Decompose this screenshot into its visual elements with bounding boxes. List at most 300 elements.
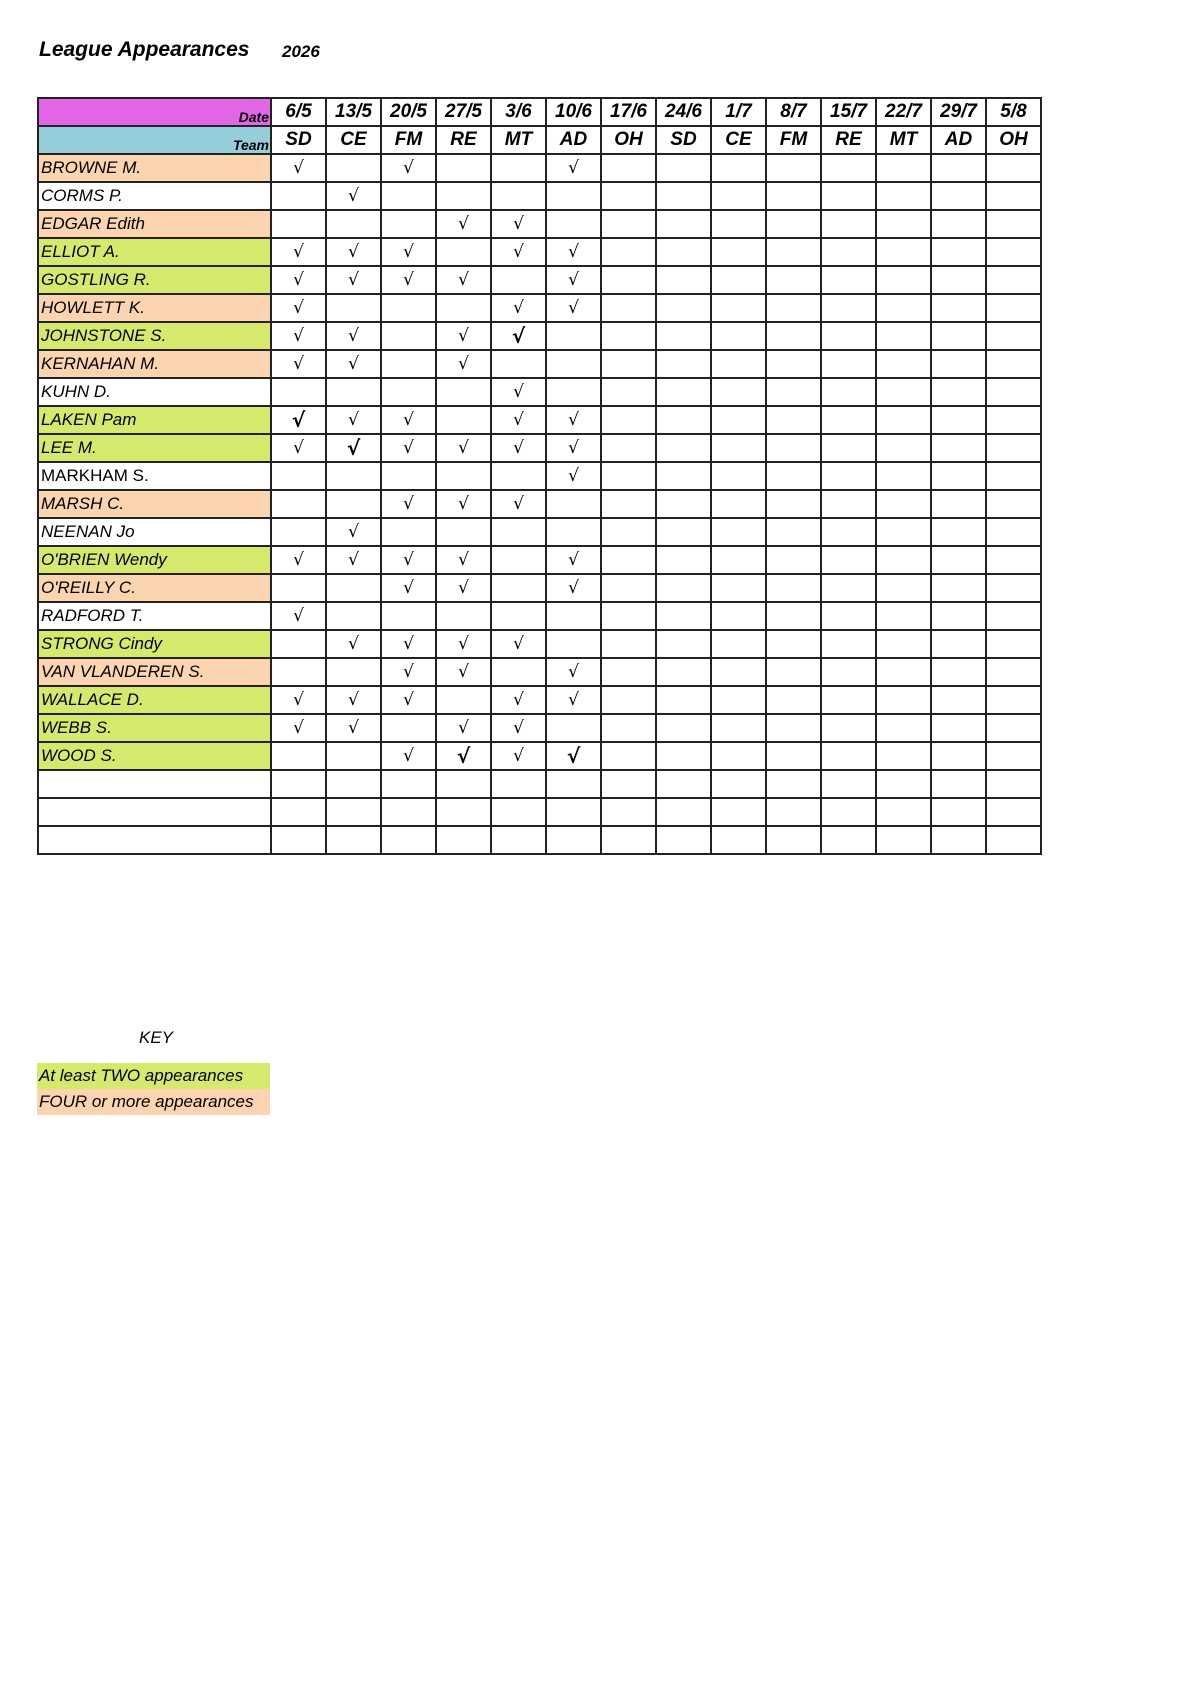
tick-icon: √ (513, 382, 524, 402)
tick-icon: √ (348, 690, 359, 710)
tick-icon: √ (348, 410, 359, 430)
appearance-cell (601, 546, 656, 574)
date-header-cell: 13/5 (326, 98, 381, 126)
appearance-cell (656, 826, 711, 854)
team-header-cell: AD (546, 126, 601, 154)
appearance-cell (491, 574, 546, 602)
appearance-cell (601, 406, 656, 434)
appearance-cell (986, 350, 1041, 378)
appearance-cell (931, 714, 986, 742)
appearance-cell (711, 294, 766, 322)
player-row (38, 154, 1041, 182)
appearance-cell (381, 518, 436, 546)
appearance-cell (271, 462, 326, 490)
player-name-cell: GOSTLING R. (38, 266, 271, 294)
appearance-cell (491, 182, 546, 210)
tick-icon: √ (513, 410, 524, 430)
appearance-cell (491, 322, 546, 350)
date-header-cell: 1/7 (711, 98, 766, 126)
appearance-cell (436, 434, 491, 462)
appearance-cell (821, 658, 876, 686)
date-header-cell: 10/6 (546, 98, 601, 126)
appearance-cell (491, 294, 546, 322)
player-row (38, 686, 1041, 714)
page-title: League Appearances (39, 38, 250, 61)
player-name-cell: NEENAN Jo (38, 518, 271, 546)
tick-icon: √ (513, 746, 524, 766)
appearance-cell (326, 154, 381, 182)
appearance-cell (821, 798, 876, 826)
appearance-cell (931, 154, 986, 182)
tick-icon: √ (403, 494, 414, 514)
tick-icon: √ (513, 214, 524, 234)
appearance-cell (656, 798, 711, 826)
key-item-green: At least TWO appearances (37, 1063, 270, 1089)
appearance-cell (986, 742, 1041, 770)
appearance-cell (546, 266, 601, 294)
appearance-cell (436, 378, 491, 406)
appearance-cell (381, 210, 436, 238)
date-header-cell: 20/5 (381, 98, 436, 126)
appearance-cell (821, 686, 876, 714)
appearance-cell (381, 742, 436, 770)
appearance-cell (326, 238, 381, 266)
tick-icon: √ (458, 550, 469, 570)
appearance-cell (601, 210, 656, 238)
appearance-cell (491, 210, 546, 238)
appearance-cell (711, 378, 766, 406)
appearance-cell (436, 770, 491, 798)
appearance-cell (436, 210, 491, 238)
appearance-cell (491, 154, 546, 182)
appearance-cell (381, 462, 436, 490)
appearance-cell (876, 574, 931, 602)
appearance-cell (271, 770, 326, 798)
appearance-cell (876, 406, 931, 434)
appearance-cell (271, 154, 326, 182)
appearance-cell (821, 350, 876, 378)
appearance-cell (436, 546, 491, 574)
appearance-cell (931, 518, 986, 546)
appearance-cell (711, 266, 766, 294)
appearance-cell (821, 462, 876, 490)
appearance-cell (711, 322, 766, 350)
appearance-cell (876, 266, 931, 294)
appearance-cell (876, 518, 931, 546)
tick-icon: √ (458, 578, 469, 598)
appearance-cell (601, 686, 656, 714)
player-name-cell: LAKEN Pam (38, 406, 271, 434)
team-header-cell: SD (656, 126, 711, 154)
appearance-cell (766, 742, 821, 770)
appearance-cell (326, 742, 381, 770)
tick-icon: √ (293, 326, 304, 346)
appearance-cell (601, 322, 656, 350)
team-header-label: Team (38, 126, 271, 154)
appearance-cell (711, 574, 766, 602)
appearance-cell (766, 630, 821, 658)
appearance-cell (436, 294, 491, 322)
appearance-cell (326, 518, 381, 546)
appearance-cell (931, 182, 986, 210)
appearance-cell (986, 798, 1041, 826)
appearance-cell (601, 602, 656, 630)
tick-icon: √ (513, 242, 524, 262)
team-header-cell: FM (766, 126, 821, 154)
appearance-cell (766, 658, 821, 686)
appearance-cell (656, 574, 711, 602)
appearance-cell (601, 658, 656, 686)
appearance-cell (876, 350, 931, 378)
appearance-cell (711, 742, 766, 770)
appearance-cell (436, 574, 491, 602)
appearance-cell (326, 434, 381, 462)
tick-icon: √ (458, 494, 469, 514)
appearance-cell (546, 518, 601, 546)
appearance-cell (271, 574, 326, 602)
appearance-cell (436, 462, 491, 490)
tick-icon: √ (348, 550, 359, 570)
appearance-cell (711, 434, 766, 462)
appearance-cell (271, 210, 326, 238)
appearance-cell (381, 322, 436, 350)
appearance-cell (986, 322, 1041, 350)
appearance-cell (986, 378, 1041, 406)
appearance-cell (601, 490, 656, 518)
appearance-cell (876, 378, 931, 406)
appearance-cell (821, 714, 876, 742)
tick-icon: √ (293, 606, 304, 626)
appearance-cell (986, 770, 1041, 798)
appearance-cell (271, 238, 326, 266)
appearance-cell (326, 798, 381, 826)
team-header-cell: AD (931, 126, 986, 154)
appearance-cell (656, 238, 711, 266)
date-header-cell: 22/7 (876, 98, 931, 126)
appearance-cell (986, 826, 1041, 854)
date-header-cell: 6/5 (271, 98, 326, 126)
appearance-cell (821, 266, 876, 294)
appearance-cell (381, 266, 436, 294)
appearance-cell (656, 434, 711, 462)
appearances-table-body (38, 98, 1041, 854)
appearance-cell (491, 826, 546, 854)
tick-icon: √ (293, 158, 304, 178)
appearance-cell (601, 378, 656, 406)
player-row (38, 574, 1041, 602)
appearance-cell (601, 714, 656, 742)
appearance-cell (986, 602, 1041, 630)
tick-icon: √ (456, 743, 471, 768)
appearance-cell (766, 462, 821, 490)
date-header-cell: 8/7 (766, 98, 821, 126)
appearance-cell (271, 182, 326, 210)
tick-icon: √ (403, 158, 414, 178)
appearance-cell (491, 770, 546, 798)
player-row (38, 266, 1041, 294)
date-header-cell: 5/8 (986, 98, 1041, 126)
appearance-cell (271, 266, 326, 294)
appearance-cell (711, 658, 766, 686)
player-name-cell: MARSH C. (38, 490, 271, 518)
appearance-cell (491, 658, 546, 686)
appearance-cell (656, 490, 711, 518)
appearance-cell (271, 434, 326, 462)
appearance-cell (656, 266, 711, 294)
appearance-cell (986, 490, 1041, 518)
appearance-cell (436, 658, 491, 686)
tick-icon: √ (513, 494, 524, 514)
player-name-cell: ELLIOT A. (38, 238, 271, 266)
appearance-cell (821, 490, 876, 518)
appearance-cell (491, 434, 546, 462)
tick-icon: √ (293, 270, 304, 290)
appearance-cell (491, 350, 546, 378)
player-row (38, 462, 1041, 490)
appearance-cell (711, 406, 766, 434)
appearance-cell (326, 294, 381, 322)
tick-icon: √ (348, 634, 359, 654)
appearance-cell (601, 154, 656, 182)
appearance-cell (931, 210, 986, 238)
date-header-cell: 27/5 (436, 98, 491, 126)
tick-icon: √ (348, 186, 359, 206)
appearance-cell (766, 686, 821, 714)
appearance-cell (986, 574, 1041, 602)
appearance-cell (986, 294, 1041, 322)
player-row (38, 518, 1041, 546)
appearance-cell (381, 238, 436, 266)
appearance-cell (271, 686, 326, 714)
tick-icon: √ (568, 438, 579, 458)
appearance-cell (711, 350, 766, 378)
appearance-cell (601, 238, 656, 266)
appearance-cell (876, 742, 931, 770)
tick-icon: √ (568, 690, 579, 710)
appearance-cell (546, 770, 601, 798)
appearance-cell (436, 350, 491, 378)
player-row (38, 490, 1041, 518)
appearance-cell (711, 546, 766, 574)
appearance-cell (711, 770, 766, 798)
tick-icon: √ (403, 746, 414, 766)
appearance-cell (656, 770, 711, 798)
team-header-cell: MT (491, 126, 546, 154)
appearance-cell (381, 350, 436, 378)
player-row (38, 658, 1041, 686)
appearance-cell (766, 714, 821, 742)
appearance-cell (656, 518, 711, 546)
player-name-cell: STRONG Cindy (38, 630, 271, 658)
tick-icon: √ (293, 438, 304, 458)
appearance-cell (546, 574, 601, 602)
appearance-cell (766, 378, 821, 406)
appearance-cell (436, 742, 491, 770)
appearance-cell (766, 322, 821, 350)
appearance-cell (876, 630, 931, 658)
appearance-cell (326, 686, 381, 714)
tick-icon: √ (568, 662, 579, 682)
appearance-cell (656, 182, 711, 210)
team-header-cell: CE (711, 126, 766, 154)
appearance-cell (601, 462, 656, 490)
appearance-cell (821, 574, 876, 602)
player-row (38, 378, 1041, 406)
appearance-cell (381, 630, 436, 658)
appearance-cell (436, 266, 491, 294)
appearance-cell (821, 406, 876, 434)
appearance-cell (821, 238, 876, 266)
appearance-cell (436, 826, 491, 854)
tick-icon: √ (293, 690, 304, 710)
appearance-cell (986, 546, 1041, 574)
appearance-cell (271, 294, 326, 322)
appearance-cell (711, 182, 766, 210)
appearance-cell (601, 574, 656, 602)
team-header-cell: OH (601, 126, 656, 154)
player-row (38, 630, 1041, 658)
player-name-cell (38, 826, 271, 854)
player-name-cell: CORMS P. (38, 182, 271, 210)
appearance-cell (931, 602, 986, 630)
appearance-cell (436, 686, 491, 714)
appearance-cell (821, 154, 876, 182)
tick-icon: √ (403, 242, 414, 262)
appearance-cell (546, 378, 601, 406)
player-row (38, 182, 1041, 210)
appearance-cell (546, 182, 601, 210)
player-name-cell: BROWNE M. (38, 154, 271, 182)
appearance-cell (876, 490, 931, 518)
player-name-cell: MARKHAM S. (38, 462, 271, 490)
appearance-cell (931, 406, 986, 434)
player-row (38, 238, 1041, 266)
appearance-cell (766, 406, 821, 434)
appearance-cell (546, 350, 601, 378)
appearance-cell (656, 154, 711, 182)
appearance-cell (766, 210, 821, 238)
appearance-cell (656, 462, 711, 490)
appearance-cell (931, 742, 986, 770)
appearance-cell (491, 518, 546, 546)
appearance-cell (656, 210, 711, 238)
tick-icon: √ (458, 354, 469, 374)
appearance-cell (381, 182, 436, 210)
appearance-cell (601, 518, 656, 546)
player-row (38, 546, 1041, 574)
appearance-cell (491, 490, 546, 518)
appearance-cell (326, 350, 381, 378)
appearance-cell (656, 630, 711, 658)
appearance-cell (876, 686, 931, 714)
appearance-cell (381, 602, 436, 630)
appearance-cell (986, 630, 1041, 658)
appearance-cell (381, 154, 436, 182)
appearance-cell (876, 714, 931, 742)
appearance-cell (931, 826, 986, 854)
appearance-cell (601, 770, 656, 798)
appearance-cell (546, 686, 601, 714)
appearance-cell (381, 798, 436, 826)
tick-icon: √ (458, 662, 469, 682)
tick-icon: √ (568, 578, 579, 598)
tick-icon: √ (403, 690, 414, 710)
appearance-cell (436, 322, 491, 350)
appearance-cell (821, 546, 876, 574)
appearance-cell (491, 546, 546, 574)
appearance-cell (931, 658, 986, 686)
appearance-cell (931, 350, 986, 378)
tick-icon: √ (348, 326, 359, 346)
appearance-cell (986, 266, 1041, 294)
appearance-cell (436, 490, 491, 518)
appearance-cell (876, 182, 931, 210)
appearance-cell (711, 154, 766, 182)
appearance-cell (766, 770, 821, 798)
appearance-cell (766, 238, 821, 266)
team-header-cell: OH (986, 126, 1041, 154)
appearance-cell (436, 714, 491, 742)
appearance-cell (766, 154, 821, 182)
appearance-cell (986, 714, 1041, 742)
appearance-cell (876, 434, 931, 462)
appearance-cell (381, 294, 436, 322)
appearance-cell (271, 490, 326, 518)
tick-icon: √ (291, 407, 306, 432)
appearance-cell (546, 630, 601, 658)
appearance-cell (766, 798, 821, 826)
appearance-cell (546, 546, 601, 574)
appearance-cell (986, 462, 1041, 490)
player-name-cell: JOHNSTONE S. (38, 322, 271, 350)
tick-icon: √ (513, 438, 524, 458)
appearance-cell (766, 434, 821, 462)
appearance-cell (876, 798, 931, 826)
tick-icon: √ (293, 718, 304, 738)
empty-row (38, 826, 1041, 854)
appearance-cell (326, 490, 381, 518)
appearance-cell (326, 602, 381, 630)
appearance-cell (766, 350, 821, 378)
tick-icon: √ (458, 634, 469, 654)
appearance-cell (381, 378, 436, 406)
appearance-cell (546, 434, 601, 462)
player-name-cell: WOOD S. (38, 742, 271, 770)
tick-icon: √ (293, 242, 304, 262)
appearance-cell (711, 462, 766, 490)
appearance-cell (656, 294, 711, 322)
appearance-cell (876, 210, 931, 238)
appearance-cell (711, 518, 766, 546)
appearance-cell (326, 266, 381, 294)
appearance-cell (271, 350, 326, 378)
appearance-cell (546, 154, 601, 182)
appearance-cell (546, 322, 601, 350)
tick-icon: √ (348, 242, 359, 262)
appearance-cell (876, 322, 931, 350)
season-year: 2026 (282, 42, 320, 61)
appearance-cell (326, 546, 381, 574)
appearance-cell (656, 714, 711, 742)
appearance-cell (821, 630, 876, 658)
appearance-cell (821, 602, 876, 630)
player-name-cell: O'BRIEN Wendy (38, 546, 271, 574)
appearance-cell (931, 686, 986, 714)
team-header-row (38, 126, 1041, 154)
player-row (38, 434, 1041, 462)
appearance-cell (271, 798, 326, 826)
appearance-cell (326, 378, 381, 406)
